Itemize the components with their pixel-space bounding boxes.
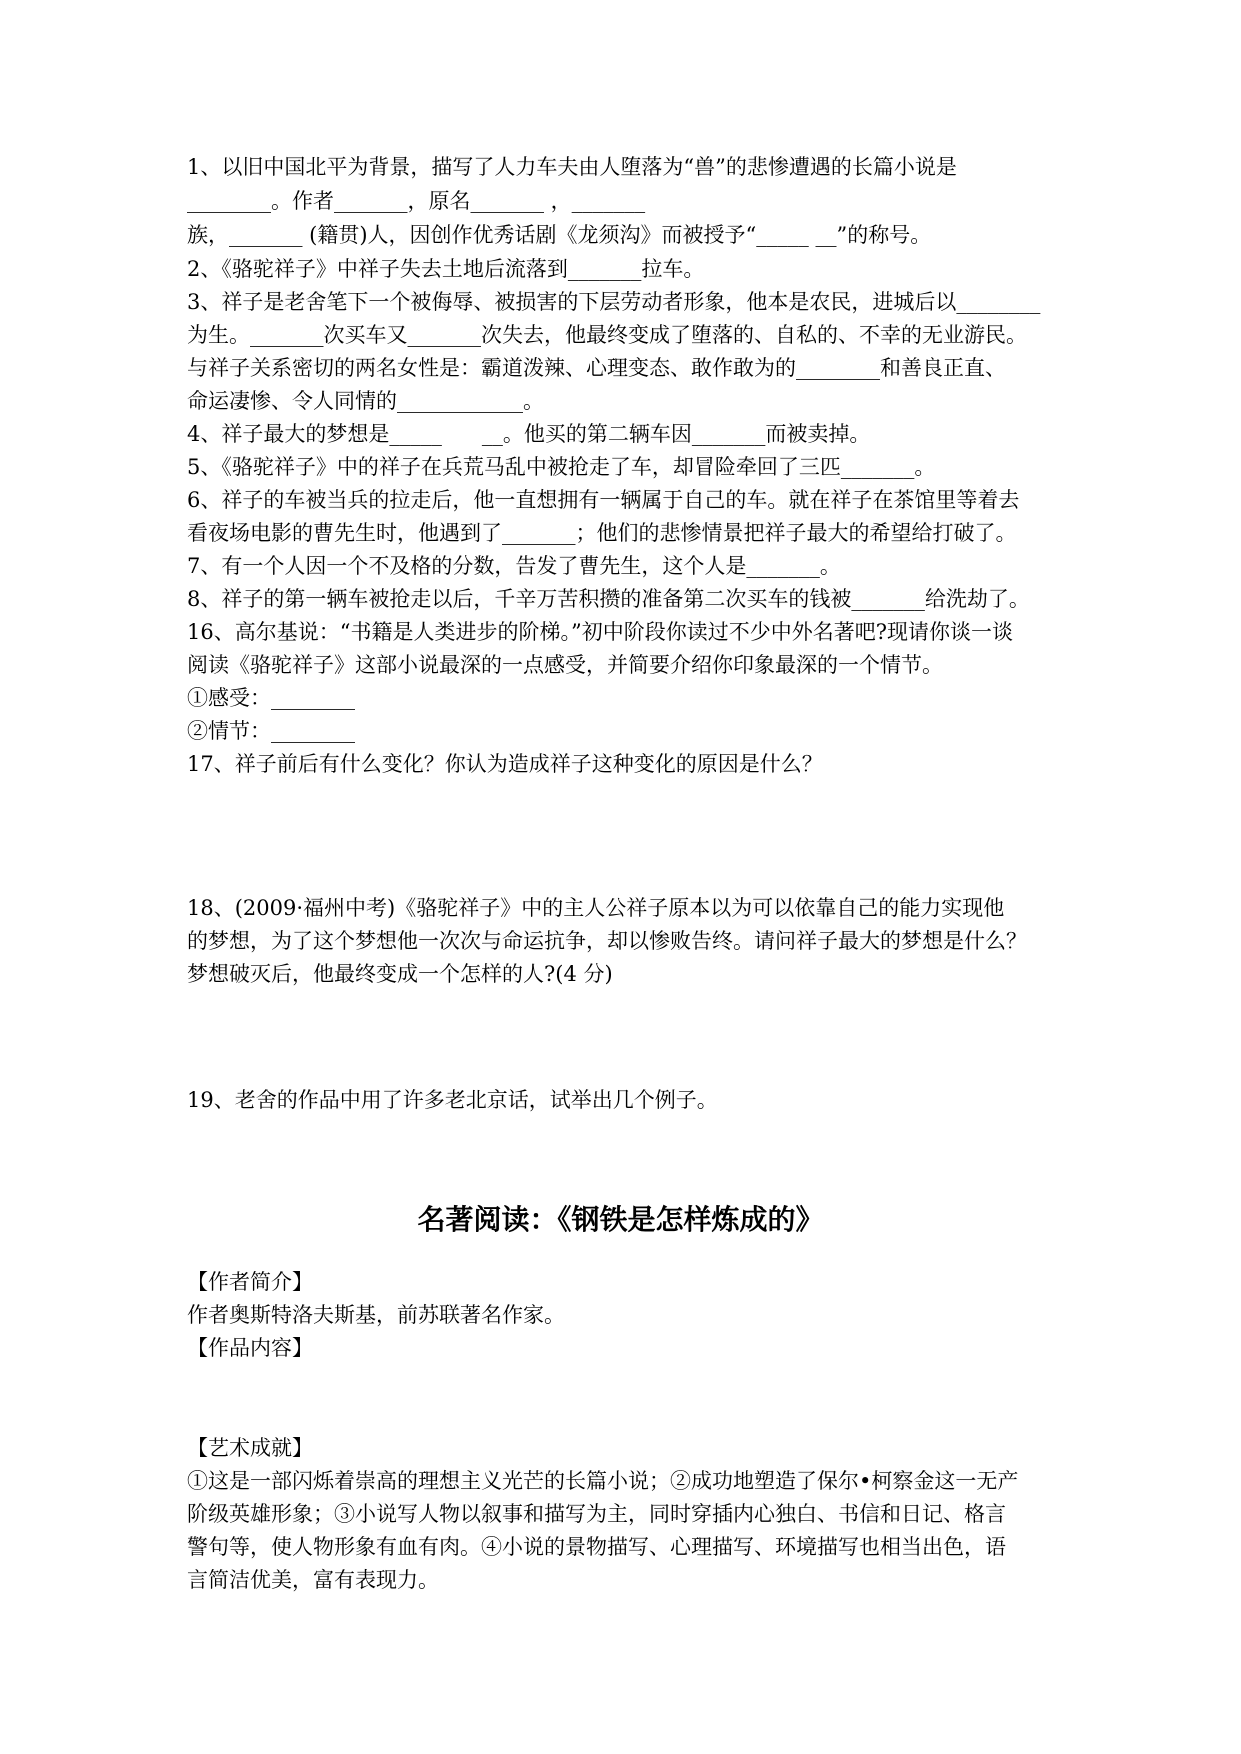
question-18-line-3: 梦想破灭后，他最终变成一个怎样的人?(4 分) <box>187 962 613 986</box>
art-line-1: ①这是一部闪烁着崇高的理想主义光芒的长篇小说；②成功地塑造了保尔•柯察金这一无产 <box>187 1469 1019 1493</box>
question-16-feeling: ①感受：________ <box>187 686 355 710</box>
question-16-line-2: 阅读《骆驼祥子》这部小说最深的一点感受，并简要介绍你印象最深的一个情节。 <box>187 653 943 677</box>
question-3-line-3: 与祥子关系密切的两名女性是：霸道泼辣、心理变态、敢作敢为的________和善良正直、 <box>187 356 1006 380</box>
question-7: 7、有一个人因一个不及格的分数，告发了曹先生，这个人是_______。 <box>187 554 841 578</box>
question-16-plot: ②情节：________ <box>187 719 355 743</box>
question-8: 8、祥子的第一辆车被抢走以后，千辛万苦积攒的准备第二次买车的钱被_______给洗劫了。 <box>187 587 1030 611</box>
question-2: 2、《骆驼祥子》中祥子失去土地后流落到_______拉车。 <box>187 257 705 281</box>
question-3-line-2: 为生。_______次买车又_______次失去，他最终变成了堕落的、自私的、不幸的无业游民。 <box>187 323 1027 347</box>
question-4: 4、祥子最大的梦想是_____ __。他买的第二辆车因_______而被卖掉。 <box>187 422 871 446</box>
question-5: 5、《骆驼祥子》中的祥子在兵荒马乱中被抢走了车，却冒险牵回了三匹_______。 <box>187 455 936 479</box>
question-18-line-1: 18、(2009·福州中考)《骆驼祥子》中的主人公祥子原本以为可以依靠自己的能力实现他 <box>187 896 1005 920</box>
question-1-line-1: 1、以旧中国北平为背景，描写了人力车夫由人堕落为“兽”的悲惨遭遇的长篇小说是 <box>187 155 957 179</box>
art-heading: 【艺术成就】 <box>187 1436 313 1460</box>
question-3-line-4: 命运凄惨、令人同情的____________。 <box>187 389 544 413</box>
question-3-line-1: 3、祥子是老舍笔下一个被侮辱、被损害的下层劳动者形象，他本是农民，进城后以________ <box>187 290 1041 314</box>
art-line-3: 警句等，使人物形象有血有肉。④小说的景物描写、心理描写、环境描写也相当出色，语 <box>187 1535 1006 1559</box>
section-title: 名著阅读：《钢铁是怎样炼成的》 <box>417 1203 824 1236</box>
author-text: 作者奥斯特洛夫斯基，前苏联著名作家。 <box>187 1303 565 1327</box>
question-1-line-3: 族，_______ (籍贯)人，因创作优秀话剧《龙须沟》而被授予“_____ __”的称号。 <box>187 223 932 247</box>
question-19: 19、老舍的作品中用了许多老北京话，试举出几个例子。 <box>187 1088 718 1112</box>
question-16-line-1: 16、高尔基说：“书籍是人类进步的阶梯。”初中阶段你读过不少中外名著吧?现请你谈一谈 <box>187 620 1013 644</box>
art-line-4: 言简洁优美，富有表现力。 <box>187 1568 439 1592</box>
question-17: 17、祥子前后有什么变化？你认为造成祥子这种变化的原因是什么？ <box>187 752 823 776</box>
art-line-2: 阶级英雄形象；③小说写人物以叙事和描写为主，同时穿插内心独白、书信和日记、格言 <box>187 1502 1006 1526</box>
question-6-line-2: 看夜场电影的曹先生时，他遇到了_______；他们的悲惨情景把祥子最大的希望给打破了。 <box>187 521 1017 545</box>
question-1-line-2: ________。作者_______，原名_______ ，_______ <box>187 189 646 213</box>
question-18-line-2: 的梦想，为了这个梦想他一次次与命运抗争，却以惨败告终。请问祥子最大的梦想是什么？ <box>187 929 1027 953</box>
author-heading: 【作者简介】 <box>187 1270 313 1294</box>
content-heading: 【作品内容】 <box>187 1336 313 1360</box>
question-6-line-1: 6、祥子的车被当兵的拉走后，他一直想拥有一辆属于自己的车。就在祥子在茶馆里等着去 <box>187 488 1020 512</box>
